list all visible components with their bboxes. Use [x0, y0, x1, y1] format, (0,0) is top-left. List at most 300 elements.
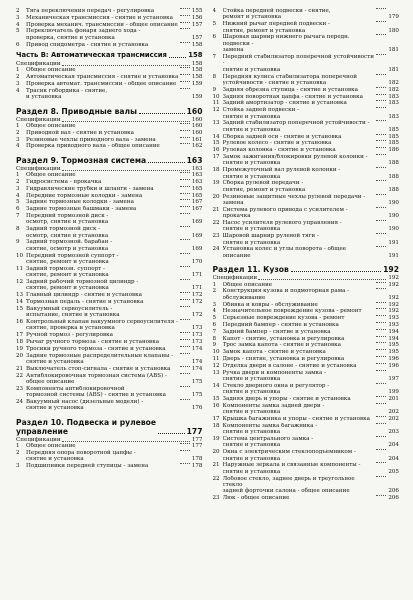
entry-title: Тормозная педаль - снятие и установка: [26, 299, 144, 306]
toc-entry: [16, 88, 203, 101]
entry-title: Лобовое стекло, заднее дверь и треугольное стекло задней форточки салона - общее описание: [222, 475, 355, 495]
entry-page: 178: [191, 463, 203, 470]
entry-page: 190: [388, 213, 399, 220]
entry-title: Общее описание: [26, 67, 76, 74]
toc-entry: [213, 87, 400, 93]
toc-entry: [16, 22, 203, 28]
entry-title: Стойка задней подвески - снятие и установка: [222, 107, 299, 120]
entry-page: 188: [388, 173, 399, 180]
entry-title: Вакуумный насос (дизельные модели) - снятие и установка: [26, 399, 144, 412]
toc-entry: [16, 339, 203, 345]
entry-page: 202: [388, 409, 399, 416]
toc-entry: [16, 450, 203, 463]
entry-number: 2: [16, 8, 20, 14]
left-column: [16, 8, 203, 600]
entry-title: Рычаг ручного тормоза - снятие и установка: [26, 339, 160, 346]
entry-title: Задние тормозные колодки - замена: [26, 199, 134, 206]
toc-entry: [16, 266, 203, 279]
toc-entry: [16, 279, 203, 292]
toc-entry: [16, 143, 203, 149]
entry-title: Незначительное повреждение кузова - ремонт: [222, 308, 362, 315]
entry-title: Резиновые чехлы приводного вала - замена: [26, 136, 156, 143]
part-b-title: Часть В: Автоматическая трансмиссия: [16, 51, 167, 59]
entry-title: Шаровая шарнир нижнего рычага передн. подвески - замена: [222, 34, 350, 54]
entry-number: 21: [212, 462, 220, 469]
entry-title: Общее описание: [222, 281, 273, 288]
entry-title: Задний тормозн. суппорт - снятие, ремонт и установка: [26, 265, 109, 279]
entry-page: 156: [191, 14, 203, 21]
toc-entry: [213, 207, 400, 220]
entry-title: Конструкция кузова и подмоторная рама - обслуживание: [222, 288, 350, 301]
entry-number: 11: [16, 265, 24, 272]
toc-entry: [213, 282, 400, 288]
entry-page: 181: [388, 47, 399, 54]
entry-number: 6: [16, 41, 20, 48]
toc-entry: [16, 15, 203, 21]
entry-page: 177: [191, 436, 203, 443]
section-11-list: [213, 275, 400, 501]
entry-title: Сборка рулевой передачи - снятие, ремонт и установка: [222, 180, 306, 193]
toc-entry: [213, 107, 400, 120]
entry-title: Замок капота - снятие и установка: [222, 349, 326, 356]
entry-page: 195: [388, 342, 399, 349]
entry-title: Передние тормозные колодки - замена: [26, 192, 143, 199]
entry-page: 178: [191, 456, 203, 463]
entry-page: 172: [191, 292, 203, 299]
entry-page: 185: [388, 140, 399, 147]
entry-number: 6: [212, 34, 217, 41]
entry-page: 182: [388, 80, 399, 87]
entry-number: 4: [212, 308, 217, 315]
toc-entry: [16, 306, 203, 319]
toc-entry: [16, 213, 203, 226]
toc-entry: [213, 436, 400, 449]
entry-number: 16: [16, 319, 24, 326]
toc-entry: [213, 383, 400, 396]
entry-number: 21: [212, 206, 220, 213]
entry-page: 199: [388, 389, 399, 396]
entry-page: 160: [191, 123, 203, 130]
entry-title: Задние тормозные распределительные клапаны - снятие и установка: [26, 352, 174, 366]
entry-number: 8: [16, 226, 20, 233]
entry-page: 192: [388, 308, 399, 315]
entry-number: 15: [212, 140, 220, 147]
toc-entry: [213, 363, 400, 369]
entry-page: 205: [388, 468, 399, 475]
toc-entry: [213, 308, 400, 314]
entry-number: 24: [16, 399, 24, 406]
entry-page: 206: [388, 488, 399, 495]
entry-title: Передний тормозной диск - осмотр, снятие и установка: [26, 213, 109, 226]
toc-entry: [213, 403, 400, 416]
entry-title: Капот - снятие, установка и регулировка: [222, 335, 345, 342]
entry-number: 16: [212, 147, 220, 154]
entry-title: Отделка двери в салоне - снятие и установка: [222, 362, 357, 369]
entry-title: Проверка автомат. трансмиссии - общее описание: [26, 81, 177, 87]
toc-entry: [16, 186, 203, 192]
toc-entry: [16, 332, 203, 338]
toc-entry: [16, 399, 203, 412]
entry-title: Проверка приводного вала - общее описание: [26, 143, 160, 150]
entry-page: 192: [388, 275, 399, 282]
entry-page: 170: [191, 259, 203, 266]
part-b-page: 158: [188, 51, 203, 59]
entry-number: 5: [16, 199, 20, 206]
toc-entry: [213, 288, 400, 301]
entry-number: 10: [16, 252, 24, 259]
section-10-list: [16, 437, 203, 470]
entry-number: 18: [16, 339, 24, 346]
entry-number: 9: [16, 239, 20, 246]
entry-number: 23: [16, 385, 24, 392]
entry-title: Спецификации: [16, 116, 61, 123]
entry-number: 14: [212, 382, 220, 389]
entry-number: 11: [212, 356, 220, 363]
entry-page: 195: [388, 349, 399, 356]
entry-title: Установка колес и углы поворота - общее описание: [222, 246, 347, 259]
entry-title: Трос замка капота - снятие и установка: [222, 342, 341, 349]
toc-entry: [213, 349, 400, 355]
entry-title: Ручка двери и компоненты замка - снятие и установка: [222, 369, 326, 383]
entry-page: 155: [191, 8, 203, 14]
toc-entry: [213, 140, 400, 146]
toc-entry: [16, 172, 203, 178]
entry-title: Общее описание: [26, 443, 76, 450]
entry-page: 165: [191, 185, 203, 192]
entry-page: 183: [388, 113, 399, 120]
entry-number: 12: [212, 107, 220, 114]
entry-title: Компоненты антиблокировочной тормозной системы (ABS) - снятие и установка: [26, 385, 166, 399]
entry-number: 20: [212, 193, 220, 200]
entry-number: 2: [16, 179, 20, 186]
entry-title: Передний бампер - снятие и установка: [222, 322, 339, 329]
entry-page: 167: [191, 206, 203, 213]
toc-entry: [16, 299, 203, 305]
entry-number: 12: [212, 362, 220, 369]
entry-number: 2: [16, 129, 20, 136]
entry-number: 8: [212, 335, 217, 342]
entry-page: 160: [191, 116, 203, 123]
entry-page: 201: [388, 396, 399, 403]
entry-page: 159: [191, 94, 203, 101]
toc-entry: [16, 253, 203, 266]
entry-number: 5: [212, 315, 217, 322]
entry-page: 158: [191, 41, 203, 48]
entry-title: Передний тормозной суппорт - снятие, ремонт и установка: [26, 252, 119, 266]
section-10-heading: [16, 418, 203, 436]
toc-entry: [213, 233, 400, 246]
entry-page: 162: [191, 143, 203, 150]
entry-number: 3: [16, 14, 20, 21]
entry-page: 161: [191, 136, 203, 143]
section-11-page: 192: [383, 265, 399, 275]
entry-number: 12: [16, 279, 24, 286]
entry-title: Задний тормозной. барабан - снятие, осмотр и установка: [26, 239, 113, 252]
toc-entry: [213, 34, 400, 53]
entry-title: Замок зажигания/блокировки рулевой колонки - снятие и установка: [222, 154, 368, 167]
entry-title: Передний стабилизатор поперечной устойчивости - снятие и установка: [222, 54, 374, 73]
left-top-list: [16, 8, 203, 48]
entry-title: Серьезные повреждение кузова - ремонт: [222, 315, 345, 322]
toc-entry: [213, 370, 400, 383]
toc-entry: [213, 342, 400, 348]
entry-page: 175: [191, 379, 203, 386]
toc-entry: [16, 74, 203, 80]
entry-title: Задний бампер - снятие и установка: [222, 328, 331, 335]
entry-number: 14: [16, 299, 24, 306]
section-8-list: [16, 117, 203, 150]
toc-entry: [16, 199, 203, 205]
entry-number: 13: [212, 369, 220, 376]
entry-title: Сборка задней оси - снятие и установка: [222, 133, 342, 140]
part-b-heading: [16, 51, 203, 60]
entry-page: 203: [388, 429, 399, 436]
section-11-title: Раздел 11. Кузов: [212, 265, 289, 275]
entry-number: 2: [16, 74, 20, 81]
section-10-title: Раздел 10. Подвеска и рулевое управление: [16, 417, 157, 436]
entry-page: 197: [388, 376, 399, 383]
entry-title: Крышка багажника и упоры - снятие и установка: [222, 416, 370, 423]
entry-number: 22: [16, 372, 24, 379]
section-10-page: 177: [186, 426, 203, 436]
entry-number: 4: [16, 87, 20, 94]
entry-title: Тросики ручного тормоза - снятие и установка: [26, 345, 166, 352]
entry-title: Ручной тормоз - регулировка: [26, 332, 113, 339]
toc-entry: [16, 346, 203, 352]
entry-title: Нижний рычаг передней подвески - снятие, ремонт и установка: [222, 21, 330, 34]
entry-title: Промежуточный вал рулевой колонки - снятие и установка: [222, 167, 341, 180]
entry-title: Спецификации: [16, 165, 61, 172]
entry-title: Передняя опора поворотной цапфы - снятие и установка: [26, 450, 136, 463]
entry-page: 204: [388, 455, 399, 462]
toc-entry: [213, 180, 400, 193]
toc-entry: [16, 193, 203, 199]
toc-entry: [213, 322, 400, 328]
entry-number: 22: [212, 475, 220, 482]
entry-page: 193: [388, 315, 399, 322]
entry-number: 7: [212, 328, 217, 335]
entry-page: 169: [191, 232, 203, 239]
entry-number: 15: [16, 305, 24, 312]
toc-entry: [213, 396, 400, 402]
entry-page: 193: [388, 322, 399, 329]
right-column: [213, 8, 400, 600]
entry-number: 19: [212, 436, 220, 443]
entry-title: Тяга переключения передач - регулировка: [26, 8, 155, 14]
entry-page: 194: [388, 335, 399, 342]
toc-entry: [16, 463, 203, 469]
toc-entry: [16, 67, 203, 73]
toc-entry: [213, 194, 400, 207]
entry-page: 191: [388, 239, 399, 246]
toc-entry: [213, 462, 400, 475]
toc-entry: [213, 336, 400, 342]
entry-number: 17: [212, 416, 220, 423]
entry-page: 183: [388, 93, 399, 100]
toc-entry: [16, 386, 203, 399]
entry-number: 18: [212, 167, 220, 174]
entry-page: 190: [388, 200, 399, 207]
entry-number: 1: [16, 123, 20, 130]
entry-page: 157: [191, 34, 203, 41]
toc-entry: [16, 373, 203, 386]
toc-entry: [213, 100, 400, 106]
entry-page: 190: [388, 226, 399, 233]
toc-entry: [213, 154, 400, 167]
entry-page: 180: [388, 27, 399, 34]
entry-title: Спецификации: [212, 275, 258, 282]
entry-page: 157: [191, 21, 203, 28]
entry-title: Стекло дверного окна и регулятор - снятие и установка: [222, 382, 330, 396]
entry-title: Трасик гобордика - снятие, и установка: [26, 87, 108, 101]
entry-number: 23: [212, 495, 220, 502]
entry-page: 182: [388, 86, 399, 93]
entry-title: Система центрального замка - снятие и установка: [222, 436, 314, 449]
toc-entry: [16, 353, 203, 366]
entry-title: Подшипники передней ступицы - замена: [26, 463, 149, 470]
entry-title: Автоматическая трансмиссия - снятие и установка: [26, 74, 179, 81]
entry-page: 176: [191, 405, 203, 412]
entry-number: 7: [16, 213, 20, 219]
entry-title: Насос усилителя рулевого управления - снятие и установка: [222, 220, 342, 233]
entry-page: 158: [191, 61, 203, 67]
toc-entry: [16, 239, 203, 252]
entry-page: 174: [191, 365, 203, 372]
entry-number: 5: [212, 21, 217, 28]
toc-entry: [16, 292, 203, 298]
entry-page: 163: [191, 165, 203, 172]
toc-entry: [213, 120, 400, 133]
toc-entry: [213, 495, 400, 501]
toc-entry: [16, 137, 203, 143]
entry-number: 19: [16, 345, 24, 352]
right-top-list: [213, 8, 400, 259]
toc-entry: [213, 329, 400, 335]
entry-title: Антиблокировочная тормозная система (ABS) - общее описание: [26, 372, 167, 386]
entry-title: Выключатель стоп-сигнала - снятие и установка: [26, 365, 171, 372]
entry-title: Компоненты замка багажника - снятие и установка: [222, 422, 318, 436]
entry-page: 158: [191, 67, 203, 74]
toc-entry: [16, 8, 203, 14]
entry-page: 185: [388, 126, 399, 133]
entry-title: Контрольный клапан вакуумного сервоусилителя - снятие, проверка и установка: [26, 319, 178, 332]
entry-page: 196: [388, 356, 399, 363]
entry-title: Шаровой шарнир рулевой тяги - снятие и установка: [222, 233, 319, 246]
entry-title: Окна с электрическим стеклоподъемником - снятие и установка: [222, 449, 356, 462]
entry-number: 7: [212, 54, 217, 61]
entry-title: Задний амортизатор - снятие и установка: [222, 100, 347, 107]
toc-entry: [213, 220, 400, 233]
part-b-list: [16, 61, 203, 101]
entry-page: 204: [388, 442, 399, 449]
entry-page: 171: [191, 272, 203, 279]
entry-title: Общее описание: [26, 172, 76, 179]
entry-title: Проверка механич. трансмиссии - общее описание: [26, 21, 178, 28]
entry-number: 17: [16, 332, 24, 339]
entry-number: 22: [212, 220, 220, 227]
entry-page: 194: [388, 328, 399, 335]
entry-number: 15: [212, 396, 220, 403]
entry-number: 21: [16, 365, 24, 372]
entry-number: 1: [16, 67, 20, 74]
entry-number: 10: [212, 93, 220, 100]
entry-number: 18: [212, 422, 220, 429]
entry-page: 185: [388, 133, 399, 140]
toc-entry: [213, 246, 400, 259]
entry-title: Рулевая колонка - снятие и установка: [222, 147, 336, 154]
entry-title: Резиновые защитные чехлы рулевой передачи - замена: [222, 193, 366, 207]
entry-number: 4: [16, 192, 20, 199]
toc-entry: [16, 366, 203, 372]
entry-page: 186: [388, 147, 399, 154]
entry-number: 6: [212, 322, 217, 329]
section-8-title: Раздел 8. Приводные валы: [16, 106, 137, 116]
entry-title: Переключатель фонаря заднего хода - проверка, снятие и установка: [26, 28, 141, 41]
entry-page: 169: [191, 245, 203, 252]
entry-title: Дверь - снятие, установка и регулировка: [222, 356, 345, 363]
entry-number: 13: [16, 292, 24, 299]
toc-entry: [213, 356, 400, 362]
entry-page: 183: [388, 100, 399, 107]
toc-entry: [16, 206, 203, 212]
entry-number: 20: [212, 449, 220, 456]
section-11-heading: [213, 265, 400, 274]
entry-title: Общее описание: [26, 123, 76, 130]
section-8-heading: [16, 107, 203, 116]
section-9-list: [16, 166, 203, 412]
entry-page: 172: [191, 312, 203, 319]
toc-entry: [16, 42, 203, 48]
toc-entry: [213, 54, 400, 73]
entry-page: 158: [191, 74, 203, 81]
entry-page: 192: [388, 301, 399, 308]
entry-page: 163: [191, 172, 203, 179]
entry-title: Привод спидометра - снятие и установка: [26, 41, 149, 48]
entry-number: 2: [16, 450, 20, 457]
entry-page: 191: [388, 252, 399, 259]
entry-number: 20: [16, 352, 24, 359]
entry-page: 165: [191, 192, 203, 199]
toc-entry: [16, 130, 203, 136]
entry-number: 4: [16, 143, 20, 150]
entry-title: Вакуумный сервоусилитель - испытание, снятие и установка: [26, 305, 120, 319]
toc-entry: [213, 449, 400, 462]
entry-title: Рулевое колесо - снятие и установка: [222, 140, 332, 147]
entry-number: 23: [212, 233, 220, 240]
entry-number: 1: [16, 443, 20, 450]
entry-title: Задняя дверь и упоры - снятие и установка: [222, 396, 351, 403]
entry-title: Наружные зеркала и связанные компоненты - снятие и установка: [222, 462, 361, 475]
entry-page: 169: [191, 219, 203, 226]
entry-title: Спецификации: [16, 436, 61, 443]
entry-number: 4: [16, 21, 20, 28]
toc-entry: [213, 302, 400, 308]
entry-title: Компоненты замка задней двери - снятие и установка: [222, 402, 325, 416]
toc-entry: [16, 443, 203, 449]
entry-number: 13: [212, 120, 220, 127]
entry-number: 3: [212, 301, 217, 308]
entry-number: 17: [212, 154, 220, 161]
entry-page: 181: [388, 66, 399, 73]
entry-page: 160: [191, 129, 203, 136]
toc-entry: [213, 147, 400, 153]
entry-number: 24: [212, 246, 220, 253]
entry-number: 1: [212, 281, 217, 288]
entry-page: 192: [388, 294, 399, 301]
section-9-heading: [16, 156, 203, 165]
entry-number: 11: [212, 100, 220, 107]
toc-entry: [16, 81, 203, 87]
